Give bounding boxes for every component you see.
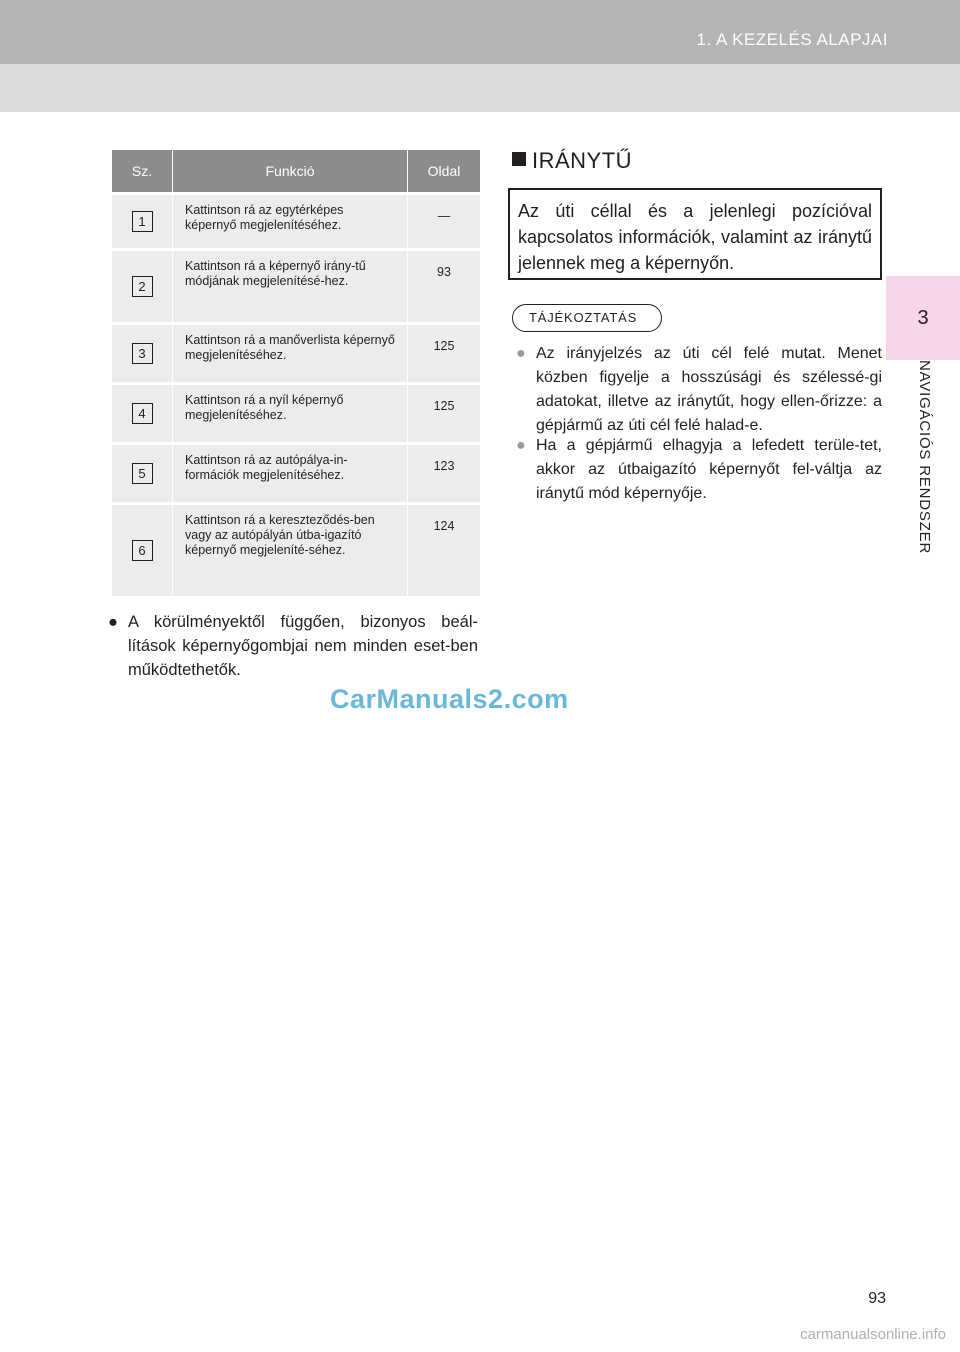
row-number-box: 4	[132, 403, 153, 424]
tip-text: Ha a gépjármű elhagyja a lefedett terüle-tet, akkor az útbaigazító képernyőt fel-váltja az iránytű mód képernyője.	[536, 437, 882, 502]
row-number-box: 6	[132, 540, 153, 561]
table-row	[112, 504, 480, 596]
tip-label-pill: TÁJÉKOZTATÁS	[512, 304, 662, 332]
section-title	[512, 148, 632, 174]
row-number-box: 2	[132, 276, 153, 297]
row-function: Kattintson rá a manőverlista képernyő megjelenítéséhez.	[173, 324, 408, 384]
section-title-text: IRÁNYTŰ	[532, 148, 633, 173]
tip-item	[516, 434, 882, 506]
bullet-dot-icon: ●	[516, 345, 526, 362]
row-function: Kattintson rá a kereszteződés-ben vagy az autópályán útba-igazító képernyő megjeleníté-séhez.	[173, 504, 408, 596]
page-number: 93	[868, 1290, 886, 1307]
table-header-row	[112, 150, 480, 194]
row-page: 93	[408, 250, 481, 324]
row-function: Kattintson rá a nyíl képernyő megjelenítéséhez.	[173, 384, 408, 444]
table-row	[112, 324, 480, 384]
left-note	[108, 610, 478, 682]
function-table	[112, 150, 480, 596]
row-page: 125	[408, 324, 481, 384]
row-number-box: 3	[132, 343, 153, 364]
side-tab-number: 3	[886, 276, 960, 360]
row-page: —	[408, 194, 481, 250]
left-note-text: A körülményektől függően, bizonyos beál-lítások képernyőgombjai nem minden eset-ben működtethetők.	[128, 613, 478, 679]
side-tab-label	[886, 360, 960, 620]
table-row	[112, 384, 480, 444]
row-page: 124	[408, 504, 481, 596]
row-page: 123	[408, 444, 481, 504]
row-number-box: 5	[132, 463, 153, 484]
row-page: 125	[408, 384, 481, 444]
header-function: Funkció	[173, 150, 408, 194]
footer-site: carmanualsonline.info	[800, 1326, 946, 1343]
bullet-dot-icon: ●	[108, 613, 118, 631]
watermark: CarManuals2.com	[330, 684, 569, 714]
chapter-title: 1. A KEZELÉS ALAPJAI	[696, 30, 888, 49]
table-row	[112, 194, 480, 250]
side-tab-label-text: NAVIGÁCIÓS RENDSZER	[916, 360, 933, 555]
header-page: Oldal	[408, 150, 481, 194]
tip-item	[516, 342, 882, 438]
bullet-dot-icon: ●	[516, 437, 526, 454]
info-box: Az úti céllal és a jelenlegi pozícióval kapcsolatos információk, valamint az iránytű jelennek meg a képernyőn.	[508, 188, 882, 280]
tip-text: Az irányjelzés az úti cél felé mutat. Menet közben figyelje a hosszúsági és szélessé-gi adatokat, illetve az iránytűt, hogy ellen-őrizze: a gépjármű az úti cél felé halad-e.	[536, 345, 882, 434]
table-row	[112, 444, 480, 504]
row-function: Kattintson rá a képernyő irány-tű módjának megjelenítésé-hez.	[173, 250, 408, 324]
row-function: Kattintson rá az egytérképes képernyő megjelenítéséhez.	[173, 194, 408, 250]
row-number-box: 1	[132, 211, 153, 232]
square-bullet-icon	[512, 152, 526, 166]
header-num: Sz.	[112, 150, 173, 194]
table-row	[112, 250, 480, 324]
row-function: Kattintson rá az autópálya-in-formációk megjelenítéséhez.	[173, 444, 408, 504]
